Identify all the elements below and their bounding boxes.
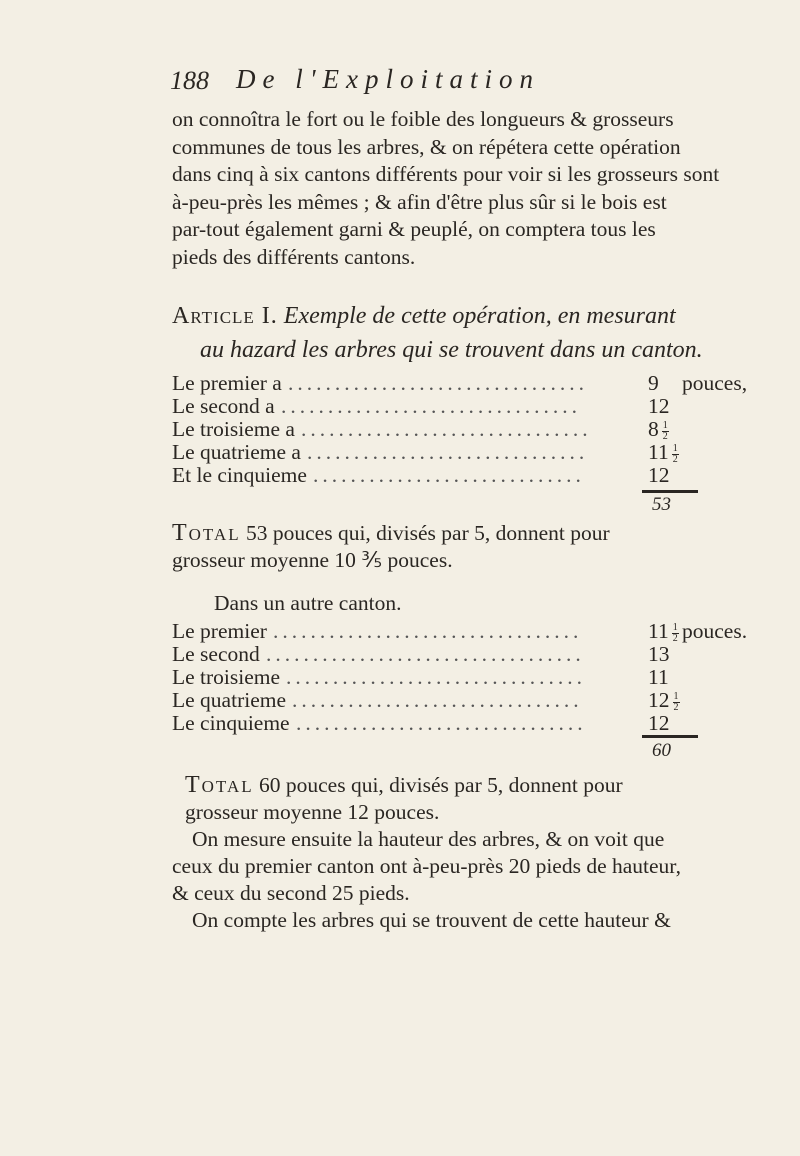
row-label: Le premier <box>172 619 267 643</box>
page-number: 188 <box>170 66 209 95</box>
row-value: 12 <box>648 711 670 735</box>
row-value: 12 <box>648 394 670 418</box>
row-label: Le cinquieme <box>172 711 290 735</box>
article-title-line1: Exemple de cette opération, en mesurant <box>283 303 676 329</box>
canton2-intro: Dans un autre canton. <box>214 591 402 615</box>
row-unit: pouces. <box>682 619 748 643</box>
table-row <box>172 440 772 463</box>
leader-dots: .............................. <box>307 440 589 464</box>
sum-rule <box>642 490 698 493</box>
sum-rule <box>642 735 698 738</box>
table-row <box>172 711 772 734</box>
row-label: Le troisieme a <box>172 417 295 441</box>
row-label: Et le cinquieme <box>172 463 307 487</box>
leader-dots: ................................. <box>273 619 583 643</box>
row-value: 9 <box>648 371 659 395</box>
leader-dots: .................................. <box>266 642 585 666</box>
table-row <box>172 688 772 711</box>
table-row <box>172 371 772 394</box>
total-label: Total <box>172 520 241 546</box>
total-line1: 53 pouces qui, divisés par 5, donnent pour <box>240 521 610 545</box>
table-row <box>172 394 772 417</box>
closing-paragraph <box>172 826 792 934</box>
leader-dots: ................................ <box>286 665 586 689</box>
row-value: 13 <box>648 642 670 666</box>
page-header <box>170 62 770 102</box>
canton1-sum: 53 <box>652 494 671 515</box>
row-value: 11 $\frac{1}{2}$ <box>648 440 678 465</box>
leader-dots: ................................ <box>288 371 588 395</box>
canton1-table <box>172 371 772 486</box>
row-label: Le premier a <box>172 371 282 395</box>
canton2-table <box>172 619 772 734</box>
table-row <box>172 463 772 486</box>
canton1-total <box>172 520 792 574</box>
text-line: à-peu-près les mêmes ; & afin d'être plus sûr si le bois est <box>172 189 667 214</box>
text-line: On compte les arbres qui se trouvent de cette hauteur & <box>192 908 671 932</box>
text-line: ceux du premier canton ont à-peu-près 20 pieds de hauteur, <box>172 854 681 878</box>
article-heading <box>172 299 782 367</box>
total-line1: 60 pouces qui, divisés par 5, donnent pour <box>253 773 623 797</box>
text-line: par-tout également garni & peuplé, on comptera tous les <box>172 217 656 241</box>
fraction: $\frac{1}{2}$ <box>662 419 668 442</box>
row-value: 11 <box>648 665 669 689</box>
text-line: On mesure ensuite la hauteur des arbres, & on voit que <box>192 827 665 851</box>
row-label: Le quatrieme <box>172 688 287 712</box>
text-line: communes de tous les arbres, & on répétera cette opération <box>172 134 681 159</box>
total-line2: grosseur moyenne 10 ⅗ pouces. <box>172 548 453 572</box>
canton2-total <box>185 772 795 826</box>
fraction: $\frac{1}{2}$ <box>672 621 678 644</box>
leader-dots: ............................... <box>296 711 587 735</box>
text-line: dans cinq à six cantons différents pour voir si les grosseurs sont <box>172 162 720 186</box>
fraction: $\frac{1}{2}$ <box>673 690 679 713</box>
row-value: 11 $\frac{1}{2}$ <box>648 619 678 644</box>
row-value: 12 $\frac{1}{2}$ <box>648 688 679 713</box>
fraction: $\frac{1}{2}$ <box>672 442 678 465</box>
leader-dots: ................................ <box>281 394 581 418</box>
intro-paragraph <box>172 106 772 271</box>
running-title: De l'Exploitation <box>236 64 540 94</box>
text-line: on connoîtra le fort ou le foible des longueurs & grosseurs <box>172 107 674 131</box>
total-label: Total <box>185 772 254 798</box>
row-unit: pouces, <box>682 371 748 395</box>
canton2-sum: 60 <box>652 740 671 761</box>
table-row <box>172 417 772 440</box>
table-row <box>172 619 772 642</box>
article-title-line2: au hazard les arbres qui se trouvent dans un canton. <box>200 337 703 363</box>
table-row <box>172 642 772 665</box>
leader-dots: ............................... <box>301 417 592 441</box>
total-line2: grosseur moyenne 12 pouces. <box>185 800 440 824</box>
table-row <box>172 665 772 688</box>
row-label: Le quatrieme a <box>172 440 301 464</box>
row-value: 12 <box>648 463 670 487</box>
row-value: 8 $\frac{1}{2}$ <box>648 417 668 442</box>
leader-dots: ............................. <box>313 463 585 487</box>
row-label: Le second <box>172 642 260 666</box>
text-line: pieds des différents cantons. <box>172 244 416 269</box>
text-line: & ceux du second 25 pieds. <box>172 881 410 905</box>
row-label: Le troisieme <box>172 665 281 689</box>
leader-dots: ............................... <box>292 688 583 712</box>
row-label: Le second a <box>172 394 275 418</box>
article-label: Article I. <box>172 303 278 329</box>
